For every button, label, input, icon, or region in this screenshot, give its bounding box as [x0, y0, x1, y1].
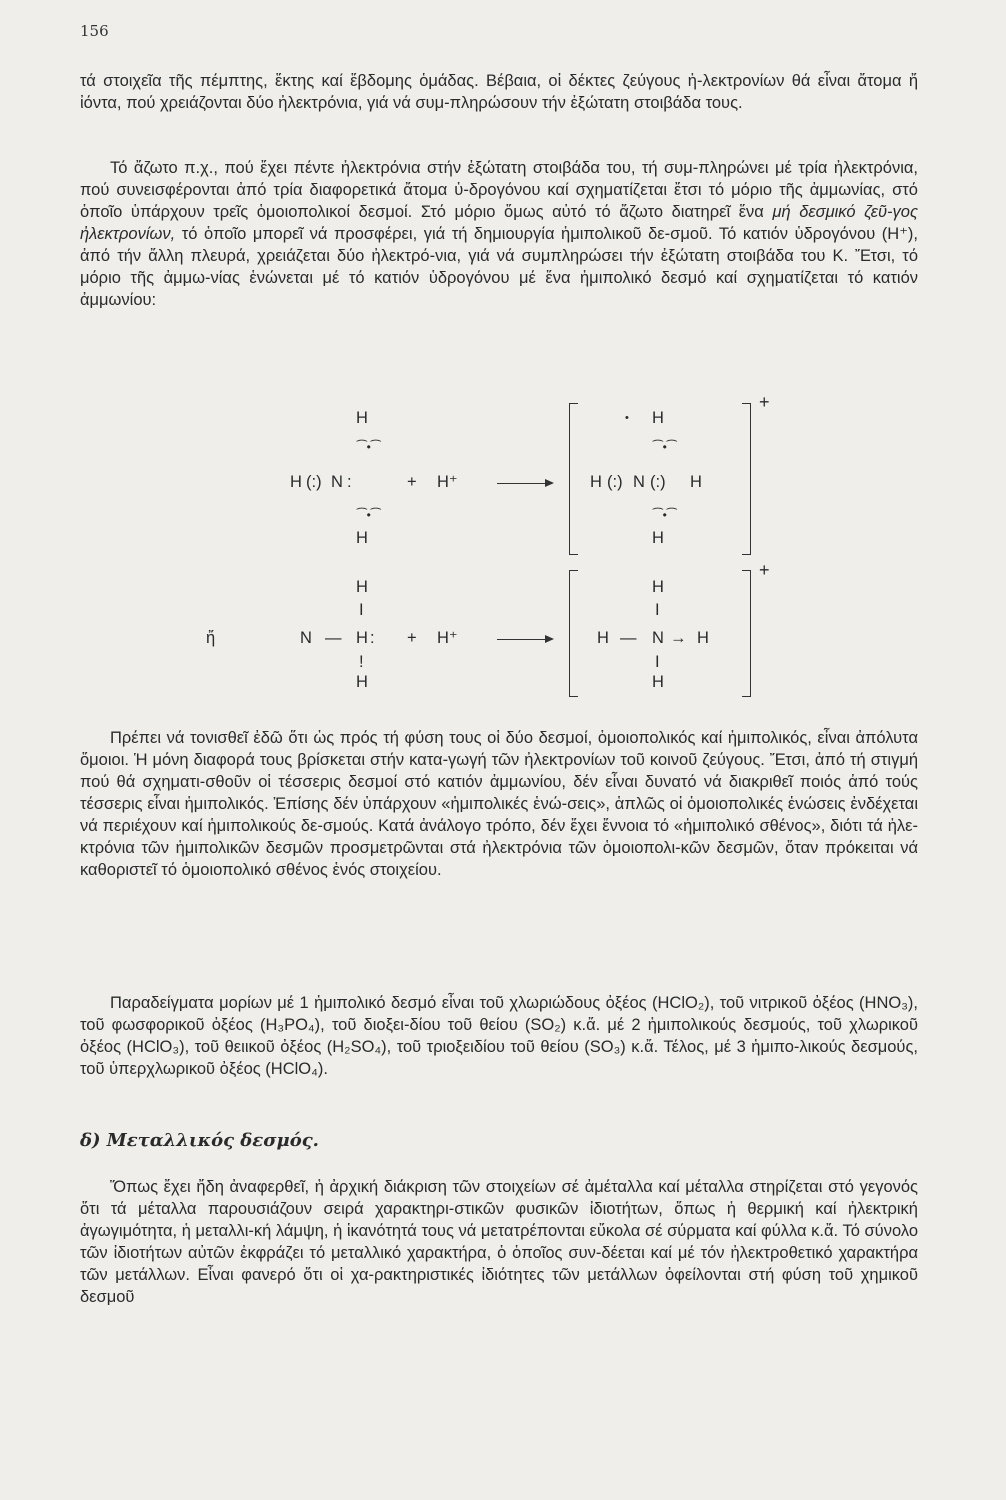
- lewis-lone-pair: :: [347, 473, 352, 491]
- struct-h-bottom: H: [356, 673, 368, 691]
- paragraph-1-text: τά στοιχεῖα τῆς πέμπτης, ἕκτης καί ἕβδομης ὁμάδας. Βέβαια, οἱ δέκτες ζεύγους ἠ-λεκτρονίων θά εἶναι ἄτομα ἤ ἰόντα, πού χρειάζονται δύο ἠλεκτρόνια, γιά νά συμ-πληρώσουν τήν ἐξώτατη στοιβάδα τους.: [80, 72, 918, 112]
- ammonium-bond-bottom: ⁀•⁀: [653, 508, 677, 522]
- product-h-top: H: [652, 578, 664, 596]
- ammonium-dot: •: [625, 412, 629, 424]
- struct-h-top: H: [356, 578, 368, 596]
- bracket-right-1: [742, 403, 751, 555]
- product-n: N: [652, 629, 664, 647]
- struct-bond-top: I: [359, 601, 364, 619]
- paragraph-2-italic: μή δεσμικό ζεῦ-γος ἠλεκτρονίων,: [80, 203, 919, 243]
- charge-1: +: [759, 392, 770, 412]
- product-h-bottom: H: [652, 673, 664, 691]
- lewis-h-left: H: [290, 473, 302, 491]
- product-bond-left: —: [620, 629, 637, 647]
- lewis-bond-left: (:): [306, 473, 322, 491]
- paragraph-3: [80, 727, 918, 881]
- lewis-bond-bottom: ⁀•⁀: [357, 508, 381, 522]
- ammonium-h-right: H: [690, 473, 702, 491]
- or-label: ἤ: [206, 629, 216, 647]
- ammonium-h-bottom: H: [652, 529, 664, 547]
- struct-n: N: [300, 629, 312, 647]
- ammonium-h-top: H: [652, 409, 664, 427]
- product-h-left: H: [597, 629, 609, 647]
- paragraph-2-part-a: Τό ἄζωτο π.χ., πού ἔχει πέντε ἠλεκτρόνια στήν ἐξώτατη στοιβάδα του, τή συμ-πληρώνει μέ τρία ἠλεκτρόνια, πού συνεισφέρονται ἀπό τρία διαφορετικά ἄτομα ὑ-δρογόνου καί σχηματίζεται ἔτσι τό μόριο τῆς ἀμμωνίας, στό ὁποῖο ὑπάρχουν τρεῖς ὁμοιοπολικοί δεσμοί. Στό μόριο ὅμως αὐτό τό ἄζωτο διατηρεῖ ἕνα: [80, 159, 918, 221]
- paragraph-5-text: Ὅπως ἔχει ἤδη ἀναφερθεῖ, ἡ ἀρχική διάκριση τῶν στοιχείων σέ ἀμέταλλα καί μέταλλα στηρίζεται στό γεγονός ὅτι τά μέταλλα παρουσιάζουν σειρά χαρακτηρι-στικῶν φυσικῶν ἰδιοτήτων, ὅπως ἡ θερμική καί ἠλεκτρική ἀγωγιμότητα, ἡ μεταλλι-κή λάμψη, ἡ ἱκανότητά τους νά μετατρέπονται εὔκολα σέ σύρματα καί φύλλα κ.ἄ. Τό σύνολο τῶν ἰδιοτήτων αὐτῶν ἐκφράζει τό μεταλλικό χαρακτήρα, ὁ ὁποῖος συν-δέεται καί μέ τόν ἠλεκτροθετικό χαρακτήρα τῶν μετάλλων. Εἶναι φανερό ὅτι οἱ χα-ρακτηριστικές ἰδιότητες τῶν μετάλλων ὀφείλονται στή φύση τοῦ χημικοῦ δεσμοῦ: [80, 1178, 918, 1306]
- product-bond-bottom: I: [655, 653, 660, 671]
- paragraph-4: [80, 992, 918, 1080]
- paragraph-2-text: [80, 157, 918, 311]
- paragraph-3-text: Πρέπει νά τονισθεῖ ἐδῶ ὅτι ὡς πρός τή φύση τους οἱ δύο δεσμοί, ὁμοιοπολικός καί ἡμιπολικός, εἶναι ἀπόλυτα ὅμοιοι. Ἡ μόνη διαφορά τους βρίσκεται στήν κατα-γωγή τῶν ἠλεκτρονίων τοῦ κοινοῦ ζεύγους. Ἔτσι, ἀπό τή στιγμή πού θά σχηματι-σθοῦν οἱ τέσσερις δεσμοί στό κατιόν ἀμμωνίου, δέν εἶναι δυνατό νά διακριθεῖ ποιός ἀπό τούς τέσσερις εἶναι ἡμιπολικός. Ἐπίσης δέν ὑπάρχουν «ἡμιπολικές ἑνώ-σεις», ἁπλῶς οἱ ὁμοιοπολικές ἑνώσεις ἐνδέχεται νά περιέχουν καί ἡμιπολικούς δε-σμούς. Κατά ἀνάλογο τρόπο, δέν ἔχει ἔννοια τό «ἡμιπολικό σθένος», διότι τά ἠλε-κτρόνια τῶν ἡμιπολικῶν δεσμῶν προσμετρῶνται στά ἠλεκτρόνια τῶν ὁμοιοπολι-κῶν δεσμῶν, ὅταν πρόκειται νά καθοριστεῖ τό ὁμοιοπολικό σθένος ἑνός στοιχείου.: [80, 729, 918, 879]
- paragraph-4-text: Παραδείγματα μορίων μέ 1 ἡμιπολικό δεσμό εἶναι τοῦ χλωριώδους ὀξέος (HClO₂), τοῦ νιτρικοῦ ὀξέος (HNO₃), τοῦ φωσφορικοῦ ὀξέος (H₃PO₄), τοῦ διοξει-δίου τοῦ θείου (SO₂) κ.ἄ. μέ 2 ἡμιπολικούς δεσμούς, τοῦ χλωρικοῦ ὀξέος (HClO₃), τοῦ θειικοῦ ὀξέος (H₂SO₄), τοῦ τριοξειδίου τοῦ θείου (SO₃) κ.ἄ. Τέλος, μέ 3 ἡμιπο-λικούς δεσμούς, τοῦ ὑπερχλωρικοῦ ὀξέος (HClO₄).: [80, 994, 918, 1078]
- page-number: 156: [80, 22, 109, 40]
- ammonium-bond-left: (:): [607, 473, 623, 491]
- bracket-left-1: [569, 403, 578, 555]
- plus-sign-2: +: [407, 629, 417, 647]
- reaction-arrow-2: [497, 639, 552, 640]
- ammonium-n: N: [633, 473, 645, 491]
- ammonium-dative-pair: (:): [650, 473, 666, 491]
- charge-2: +: [759, 560, 770, 580]
- product-h-right: H: [697, 629, 709, 647]
- paragraph-2: [80, 157, 918, 311]
- struct-bond-bottom: !: [359, 653, 364, 671]
- lewis-n: N: [331, 473, 343, 491]
- lewis-h-bottom: H: [356, 529, 368, 547]
- ammonium-h-left: H: [590, 473, 602, 491]
- paragraph-5: [80, 1176, 918, 1308]
- reaction-arrow-1: [497, 483, 552, 484]
- section-heading: δ) Μεταλλικός δεσμός.: [80, 1130, 319, 1151]
- hydrogen-cation-2: H⁺: [437, 629, 458, 647]
- plus-sign-1: +: [407, 473, 417, 491]
- bracket-left-2: [569, 570, 578, 697]
- struct-lone-pair: :: [370, 629, 375, 647]
- bracket-right-2: [742, 570, 751, 697]
- paragraph-2-part-b: τό ὁποῖο μπορεῖ νά προσφέρει, γιά τή δημιουργία ἡμιπολικοῦ δε-σμοῦ. Τό κατιόν ὑδρογόνου (H⁺), ἀπό τήν ἄλλη πλευρά, χρειάζεται δύο ἠλεκτρό-νια, γιά νά συμπληρώσει τήν ἐξώτατη στοιβάδα του K. Ἔτσι, τό μόριο τῆς ἀμμω-νίας ἑνώνεται μέ τό κατιόν ὑδρογόνου μέ ἕνα ἡμιπολικό δεσμό καί σχηματίζεται τό κατιόν ἀμμωνίου:: [80, 225, 918, 309]
- hydrogen-cation-1: H⁺: [437, 473, 458, 491]
- lewis-h-top: H: [356, 409, 368, 427]
- struct-h-right: H: [356, 629, 368, 647]
- lewis-bond-top: ⁀•⁀: [357, 440, 381, 454]
- paragraph-1: [80, 70, 918, 114]
- product-dative-arrow: →: [670, 629, 687, 647]
- product-bond-top: I: [655, 601, 660, 619]
- ammonium-bond-top: ⁀•⁀: [653, 440, 677, 454]
- struct-bond-left: —: [325, 629, 342, 647]
